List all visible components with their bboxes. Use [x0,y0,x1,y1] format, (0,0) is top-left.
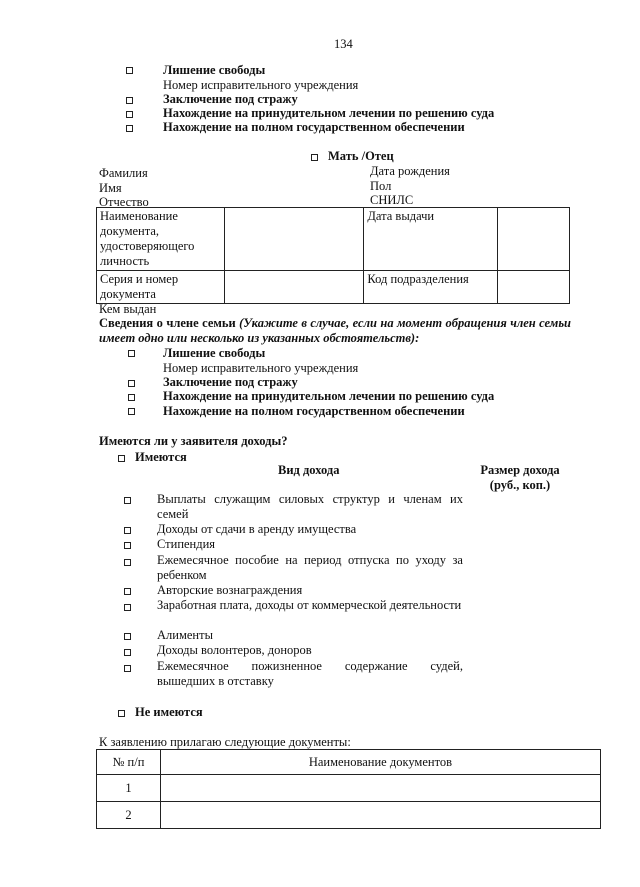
label-birth-date: Дата рождения [370,164,450,178]
col-header-document-name: Наименование документов [160,750,600,775]
family-member-heading-bold: Сведения о члене семьи [99,316,236,330]
parent-title: Мать /Отец [328,149,394,163]
checkbox-state-support[interactable] [126,125,133,132]
label-institution-number: Номер исправительного учреждения [163,78,359,92]
table-row [97,775,601,802]
checkbox-fm-deprivation-liberty[interactable] [128,350,135,357]
income-type-5: Авторские вознаграждения [157,583,303,597]
checkbox-fm-detention[interactable] [128,380,135,387]
income-type-8: Доходы волонтеров, доноров [157,643,312,657]
row-number: 1 [97,775,161,802]
attachments-table [96,749,601,829]
label-identity-document: Наименование документа, удостоверяющего личность [97,208,225,271]
checkbox-fm-forced-treatment[interactable] [128,394,135,401]
checkbox-has-income[interactable] [118,455,125,462]
checkbox-income-type-3[interactable] [124,542,131,549]
checkbox-no-income[interactable] [118,710,125,717]
family-member-heading [99,316,571,346]
field-series-number[interactable] [224,271,364,304]
label-surname: Фамилия [99,166,148,180]
label-detention: Заключение под стражу [163,92,298,106]
income-type-2: Доходы от сдачи в аренду имущества [157,522,357,536]
label-fm-institution-number: Номер исправительного учреждения [163,361,359,375]
income-amount-header: Размер дохода (руб., коп.) [480,463,560,492]
label-fm-detention: Заключение под стражу [163,375,298,389]
attachments-intro: К заявлению прилагаю следующие документы: [99,735,351,749]
income-type-1: Выплаты служащим силовых структур и членам их семей [157,492,463,521]
checkbox-income-type-2[interactable] [124,527,131,534]
checkbox-mother-father[interactable] [311,154,318,161]
document-name-cell[interactable] [160,802,600,829]
label-fm-deprivation-liberty: Лишение свободы [163,346,266,360]
col-header-number: № п/п [97,750,161,775]
row-number: 2 [97,802,161,829]
checkbox-income-type-8[interactable] [124,649,131,656]
document-name-cell[interactable] [160,775,600,802]
income-type-6: Заработная плата, доходы от коммерческой деятельности [157,598,462,612]
checkbox-detention[interactable] [126,97,133,104]
field-identity-document[interactable] [224,208,364,271]
field-issue-date[interactable] [498,208,570,271]
income-type-7: Алименты [157,628,213,642]
label-issued-by: Кем выдан [99,302,157,316]
checkbox-income-type-4[interactable] [124,559,131,566]
label-has-income: Имеются [135,450,187,464]
checkbox-income-type-1[interactable] [124,497,131,504]
label-snils: СНИЛС [370,193,414,207]
label-no-income: Не имеются [135,705,203,719]
identity-document-table [96,207,570,304]
label-name: Имя [99,181,122,195]
checkbox-income-type-6[interactable] [124,604,131,611]
label-series-number: Серия и номер документа [97,271,225,304]
field-division-code[interactable] [498,271,570,304]
label-sex: Пол [370,179,392,193]
income-type-4: Ежемесячное пособие на период отпуска по уходу за ребенком [157,553,463,582]
label-state-support: Нахождение на полном государственном обеспечении [163,120,465,134]
income-question: Имеются ли у заявителя доходы? [99,434,288,448]
checkbox-deprivation-liberty[interactable] [126,67,133,74]
checkbox-income-type-7[interactable] [124,633,131,640]
checkbox-fm-state-support[interactable] [128,408,135,415]
table-row [97,802,601,829]
income-type-3: Стипендия [157,537,216,551]
label-issue-date: Дата выдачи [364,208,498,271]
label-forced-treatment: Нахождение на принудительном лечении по решению суда [163,106,495,120]
checkbox-income-type-9[interactable] [124,665,131,672]
label-deprivation-liberty: Лишение свободы [163,63,266,77]
checkbox-forced-treatment[interactable] [126,111,133,118]
label-fm-state-support: Нахождение на полном государственном обеспечении [163,404,465,418]
income-type-header: Вид дохода [278,463,340,477]
checkbox-income-type-5[interactable] [124,588,131,595]
income-type-9: Ежемесячное пожизненное содержание судей, вышедших в отставку [157,659,463,688]
label-fm-forced-treatment: Нахождение на принудительном лечении по решению суда [163,389,495,403]
page-number: 134 [334,37,353,51]
label-division-code: Код подразделения [364,271,498,304]
family-member-heading-note: (Укажите в случае, если на момент обращения член семьи имеет одно или несколько из указанных обстоятельств): [99,316,572,345]
label-patronymic: Отчество [99,195,149,209]
